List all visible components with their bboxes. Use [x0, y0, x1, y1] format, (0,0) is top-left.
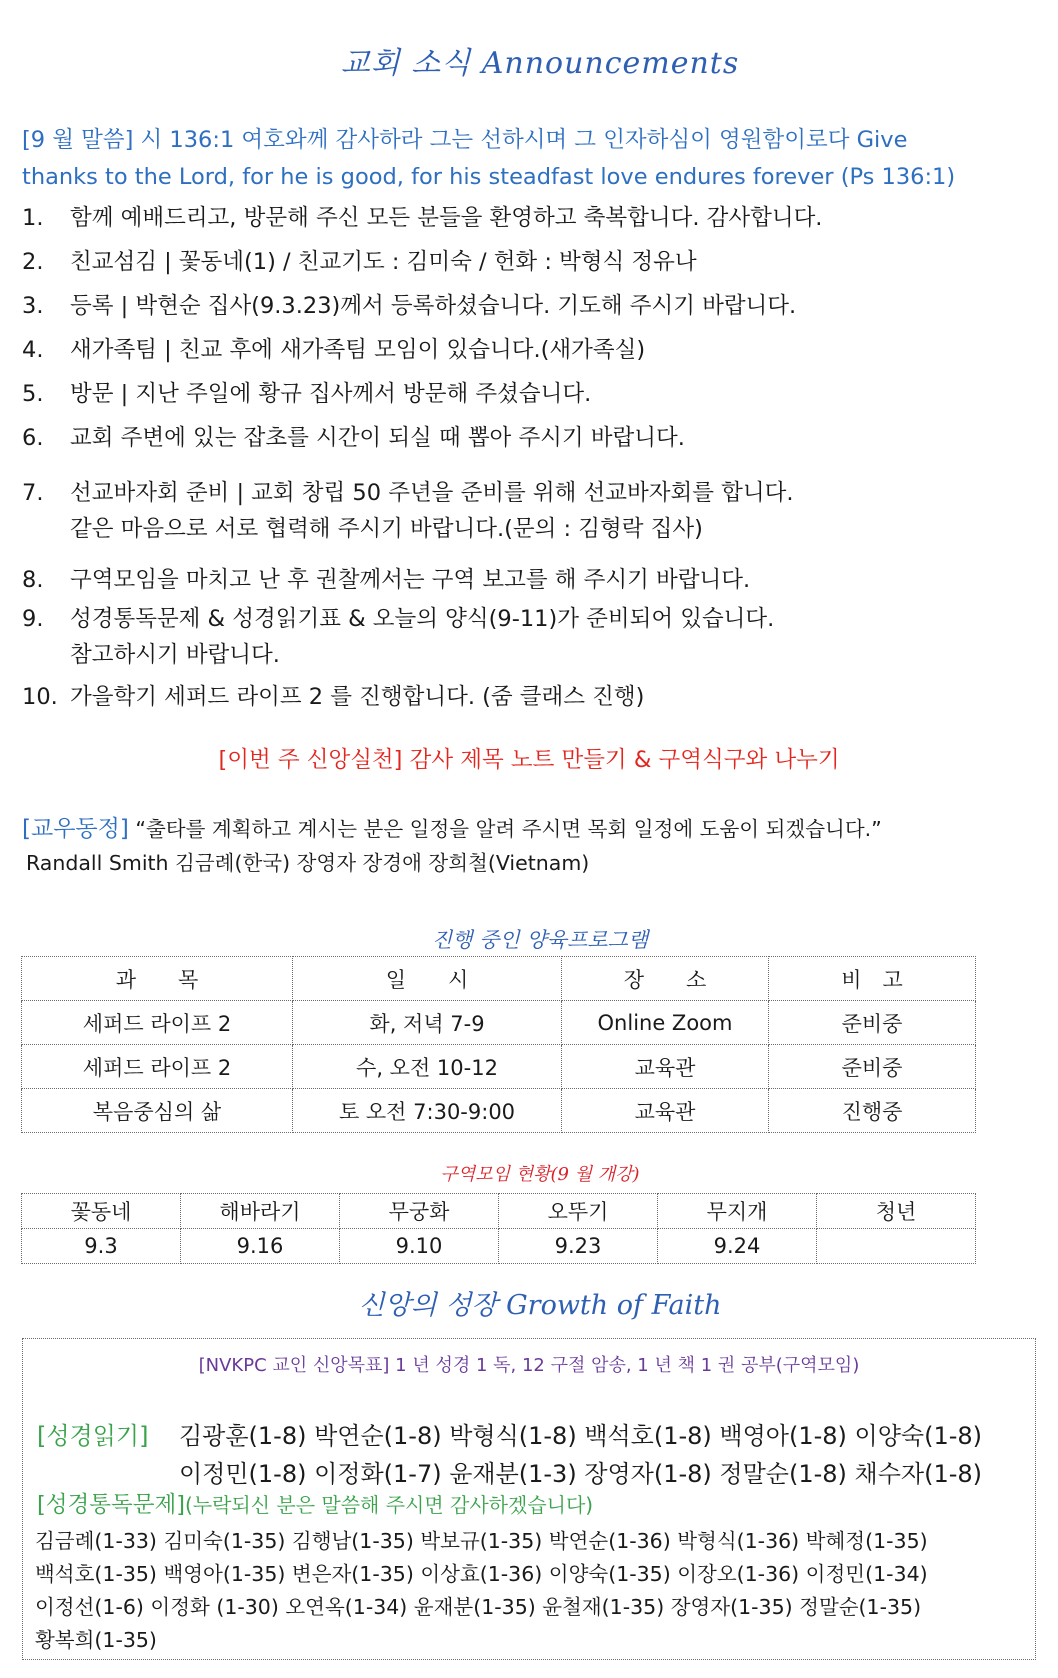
column-header: 비 고: [769, 957, 976, 1001]
column-header: 해바라기: [181, 1194, 340, 1229]
verse-line-1: [9 월 말씀] 시 136:1 여호와께 감사하라 그는 선하시며 그 인자하심이 영원함이로다 Give: [22, 127, 908, 153]
table-cell: 준비중: [769, 1045, 976, 1089]
table-cell: 복음중심의 삶: [22, 1089, 293, 1133]
table-cell: [817, 1229, 976, 1264]
monthly-verse: [22, 122, 1037, 196]
item-text: 함께 예배드리고, 방문해 주신 모든 분들을 환영하고 축복합니다. 감사합니다.: [70, 205, 823, 231]
member-news-label: [교우동정]: [22, 816, 129, 842]
item-text: 구역모임을 마치고 난 후 권찰께서는 구역 보고를 해 주시기 바랍니다.: [70, 567, 751, 593]
faith-goal: [NVKPC 교인 신앙목표] 1 년 성경 1 독, 12 구절 암송, 1 년 책 1 권 공부(구역모임): [198, 1355, 860, 1376]
item-number: 7.: [22, 480, 44, 506]
bible-quiz-label: [성경통독문제]: [37, 1492, 185, 1518]
item-text: 선교바자회 준비 | 교회 창립 50 주년을 준비를 위해 선교바자회를 합니다.: [70, 480, 794, 506]
column-header: 과 목: [22, 957, 293, 1001]
table-cell: 수, 오전 10-12: [293, 1045, 562, 1089]
table-cell: 세퍼드 라이프 2: [22, 1045, 293, 1089]
item-number: 5.: [22, 381, 44, 407]
column-header: 꽃동네: [22, 1194, 181, 1229]
column-header: 일 시: [293, 957, 562, 1001]
item-text-continued: 참고하시기 바랍니다.: [70, 642, 280, 668]
item-number: 1.: [22, 205, 44, 231]
table-cell: 준비중: [769, 1001, 976, 1045]
table-cell: 토 오전 7:30-9:00: [293, 1089, 562, 1133]
faith-title: 신앙의 성장 Growth of Faith: [358, 1290, 722, 1321]
member-news-names: Randall Smith 김금례(한국) 장영자 장경애 장희철(Vietnam): [26, 851, 590, 875]
table-cell: 교육관: [562, 1045, 769, 1089]
table-cell: 화, 저녁 7-9: [293, 1001, 562, 1045]
bible-quiz-note: (누락되신 분은 말씀해 주시면 감사하겠습니다): [184, 1493, 594, 1517]
member-news: [22, 810, 882, 843]
item-number: 10.: [22, 684, 58, 710]
column-header: 무지개: [658, 1194, 817, 1229]
item-number: 4.: [22, 337, 44, 363]
bible-quiz-line: 백석호(1-35) 백영아(1-35) 변은자(1-35) 이상효(1-36) 이양숙(1-35) 이장오(1-36) 이정민(1-34): [35, 1562, 928, 1586]
table-cell: 9.16: [181, 1229, 340, 1264]
table-row: [22, 1001, 976, 1045]
bible-reading-line: 이정민(1-8) 이정화(1-7) 윤재분(1-3) 장영자(1-8) 정말순(1-8) 채수자(1-8): [179, 1460, 983, 1488]
item-text: 성경통독문제 & 성경읽기표 & 오늘의 양식(9-11)가 준비되어 있습니다.: [70, 606, 775, 632]
column-header: 무궁화: [340, 1194, 499, 1229]
column-header: 청년: [817, 1194, 976, 1229]
table-cell: 9.10: [340, 1229, 499, 1264]
table-cell: 9.3: [22, 1229, 181, 1264]
column-header: 장 소: [562, 957, 769, 1001]
bible-quiz-line: 황복희(1-35): [35, 1628, 157, 1652]
table-cell: 진행중: [769, 1089, 976, 1133]
item-number: 9.: [22, 606, 44, 632]
table-cell: 교육관: [562, 1089, 769, 1133]
table-cell: 9.23: [499, 1229, 658, 1264]
programs-title: 진행 중인 양육프로그램: [431, 928, 649, 952]
districts-table: [21, 1193, 976, 1264]
faith-box: [22, 1338, 1036, 1660]
column-header: 오뚜기: [499, 1194, 658, 1229]
table-cell: 세퍼드 라이프 2: [22, 1001, 293, 1045]
bible-reading-line: 김광훈(1-8) 박연순(1-8) 박형식(1-8) 백석호(1-8) 백영아(1-8) 이양숙(1-8): [179, 1422, 983, 1450]
bible-reading-label: [성경읽기]: [37, 1422, 149, 1450]
programs-table: [21, 956, 976, 1133]
table-header-row: [22, 957, 976, 1001]
table-row: [22, 1229, 976, 1264]
bible-quiz-line: 이정선(1-6) 이정화 (1-30) 오연옥(1-34) 윤재분(1-35) 윤철재(1-35) 장영자(1-35) 정말순(1-35): [35, 1595, 922, 1619]
page-title: 교회 소식 Announcements: [340, 46, 740, 81]
table-header-row: [22, 1194, 976, 1229]
districts-title: 구역모임 현황(9 월 개강): [440, 1164, 640, 1185]
table-cell: 9.24: [658, 1229, 817, 1264]
item-text: 가을학기 세퍼드 라이프 2 를 진행합니다. (줌 클래스 진행): [70, 684, 645, 710]
bible-quiz-header: [37, 1487, 593, 1519]
table-row: [22, 1089, 976, 1133]
item-text-continued: 같은 마음으로 서로 협력해 주시기 바랍니다.(문의 : 김형락 집사): [70, 516, 703, 542]
item-text: 방문 | 지난 주일에 황규 집사께서 방문해 주셨습니다.: [70, 381, 592, 407]
item-number: 3.: [22, 293, 44, 319]
item-text: 교회 주변에 있는 잡초를 시간이 되실 때 뽑아 주시기 바랍니다.: [70, 425, 685, 451]
item-text: 등록 | 박현순 집사(9.3.23)께서 등록하셨습니다. 기도해 주시기 바랍니다.: [70, 293, 797, 319]
item-number: 6.: [22, 425, 44, 451]
verse-line-2: thanks to the Lord, for he is good, for his steadfast love endures forever (Ps 136:1): [22, 164, 956, 190]
item-number: 8.: [22, 567, 44, 593]
item-number: 2.: [22, 249, 44, 275]
member-news-quote: “출타를 계획하고 계시는 분은 일정을 알려 주시면 목회 일정에 도움이 되겠습니다.”: [128, 817, 882, 841]
weekly-practice: [이번 주 신앙실천] 감사 제목 노트 만들기 & 구역식구와 나누기: [218, 747, 840, 773]
bible-quiz-line: 김금례(1-33) 김미숙(1-35) 김행남(1-35) 박보규(1-35) 박연순(1-36) 박형식(1-36) 박혜정(1-35): [35, 1529, 928, 1553]
item-text: 친교섬김 | 꽃동네(1) / 친교기도 : 김미숙 / 헌화 : 박형식 정유나: [70, 249, 697, 275]
table-cell: Online Zoom: [562, 1001, 769, 1045]
table-row: [22, 1045, 976, 1089]
item-text: 새가족팀 | 친교 후에 새가족팀 모임이 있습니다.(새가족실): [70, 337, 646, 363]
